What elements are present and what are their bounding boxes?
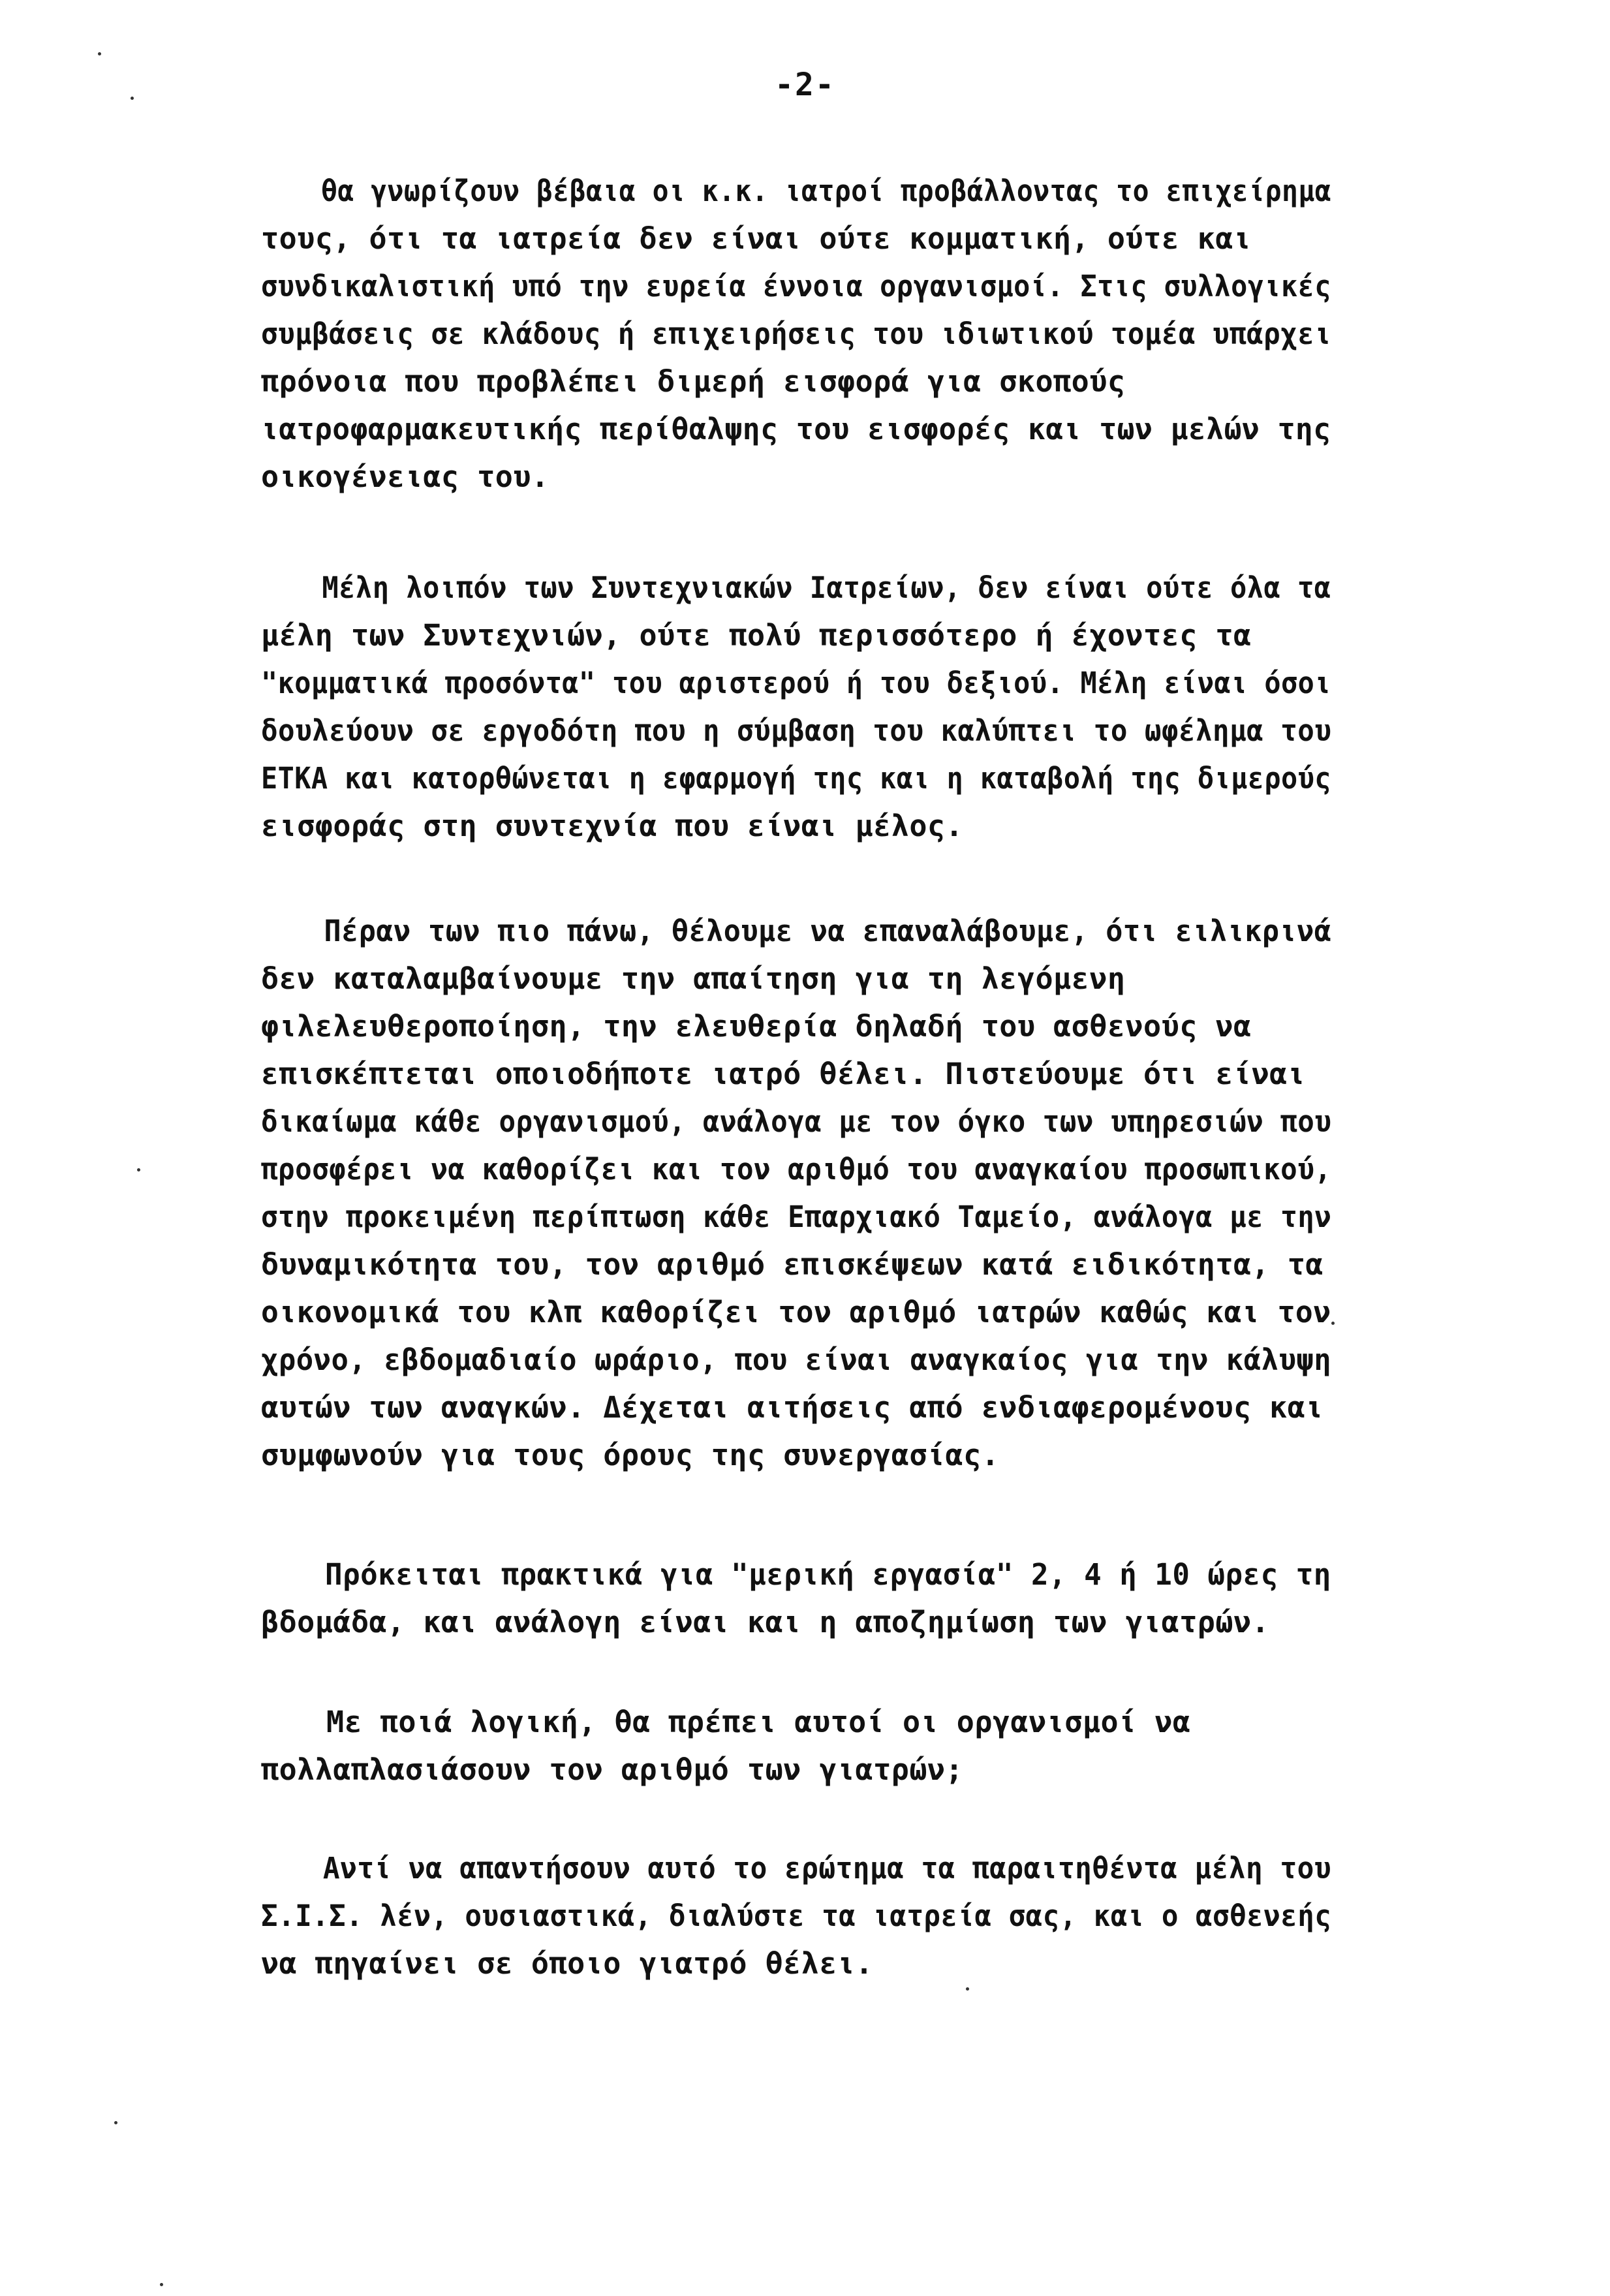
text-line: συμφωνούν για τους όρους της συνεργασίας. <box>261 1438 1000 1472</box>
text-line: επισκέπτεται οποιοδήποτε ιατρό θέλει. Πιστεύουμε ότι είναι <box>261 1057 1306 1091</box>
scan-speck <box>137 1168 140 1171</box>
text-line: πρόνοια που προβλέπει διμερή εισφορά για σκοπούς <box>261 364 1126 399</box>
text-line: να πηγαίνει σε όποιο γιατρό θέλει. <box>261 1946 874 1981</box>
text-line: ιατροφαρμακευτικής περίθαλψης του εισφορές και των μελών της <box>261 412 1331 446</box>
scan-speck <box>131 97 134 100</box>
paragraph-6 <box>261 1844 1331 1987</box>
scan-speck <box>114 2121 117 2124</box>
text-line: "κομματικά προσόντα" του αριστερού ή του δεξιού. Μέλη είναι όσοι <box>261 666 1331 700</box>
text-line: προσφέρει να καθορίζει και τον αριθμό του αναγκαίου προσωπικού, <box>261 1152 1332 1187</box>
text-line: στην προκειμένη περίπτωση κάθε Επαρχιακό Ταμείο, ανάλογα με την <box>261 1200 1332 1234</box>
text-line: Σ.Ι.Σ. λέν, ουσιαστικά, διαλύστε τα ιατρεία σας, και ο ασθενεής <box>261 1899 1332 1933</box>
paragraph-4 <box>261 1551 1331 1646</box>
scan-speck <box>98 52 101 55</box>
scan-speck <box>966 1987 969 1991</box>
text-line: φιλελευθεροποίηση, την ελευθερία δηλαδή του ασθενούς να <box>261 1009 1252 1044</box>
paragraph-1 <box>261 167 1331 501</box>
page-number: -2- <box>775 67 835 103</box>
text-line: Με ποιά λογική, θα πρέπει αυτοί οι οργανισμοί να <box>326 1705 1191 1739</box>
text-line: Πέραν των πιο πάνω, θέλουμε να επαναλάβουμε, ότι ειλικρινά <box>324 914 1332 948</box>
text-line: οικονομικά του κλπ καθορίζει τον αριθμό ιατρών καθώς και τον <box>261 1295 1331 1329</box>
text-line: δικαίωμα κάθε οργανισμού, ανάλογα με τον όγκο των υπηρεσιών που <box>261 1104 1332 1139</box>
text-line: θα γνωρίζουν βέβαια οι κ.κ. ιατροί προβάλλοντας το επιχείρημα <box>320 174 1332 208</box>
text-line: οικογένειας του. <box>261 459 550 494</box>
text-line: μέλη των Συντεχνιών, ούτε πολύ περισσότερο ή έχοντες τα <box>261 618 1252 653</box>
text-line: δυναμικότητα του, τον αριθμό επισκέψεων κατά ειδικότητα, τα <box>261 1247 1324 1282</box>
scan-speck <box>1331 1322 1335 1325</box>
paragraph-3 <box>261 907 1331 1479</box>
text-line: εισφοράς στη συντεχνία που είναι μέλος. <box>261 809 964 843</box>
text-line: Μέλη λοιπόν των Συντεχνιακών Ιατρείων, δεν είναι ούτε όλα τα <box>322 570 1331 605</box>
text-line: ΕΤΚΑ και κατορθώνεται η εφαρμογή της και η καταβολή της διμερούς <box>261 761 1331 796</box>
paragraph-5 <box>261 1698 1331 1793</box>
text-line: αυτών των αναγκών. Δέχεται αιτήσεις από ενδιαφερομένους και <box>261 1390 1324 1425</box>
text-line: δεν καταλαμβαίνουμε την απαίτηση για τη λεγόμενη <box>261 961 1126 996</box>
text-line: δουλεύουν σε εργοδότη που η σύμβαση του καλύπτει το ωφέλημα του <box>261 713 1332 748</box>
text-line: συνδικαλιστική υπό την ευρεία έννοια οργανισμοί. Στις συλλογικές <box>261 269 1331 303</box>
text-line: βδομάδα, και ανάλογη είναι και η αποζημίωση των γιατρών. <box>261 1605 1270 1639</box>
scan-speck <box>160 2283 163 2286</box>
text-line: χρόνο, εβδομαδιαίο ωράριο, που είναι αναγκαίος για την κάλυψη <box>261 1342 1332 1377</box>
text-line: τους, ότι τα ιατρεία δεν είναι ούτε κομματική, ούτε και <box>261 221 1252 256</box>
text-line: πολλαπλασιάσουν τον αριθμό των γιατρών; <box>261 1752 964 1787</box>
text-line: Πρόκειται πρακτικά για "μερική εργασία" 2, 4 ή 10 ώρες τη <box>325 1557 1331 1592</box>
text-line: Αντί να απαντήσουν αυτό το ερώτημα τα παραιτηθέντα μέλη του <box>322 1851 1331 1885</box>
text-line: συμβάσεις σε κλάδους ή επιχειρήσεις του ιδιωτικού τομέα υπάρχει <box>261 317 1332 351</box>
paragraph-2 <box>261 564 1331 850</box>
